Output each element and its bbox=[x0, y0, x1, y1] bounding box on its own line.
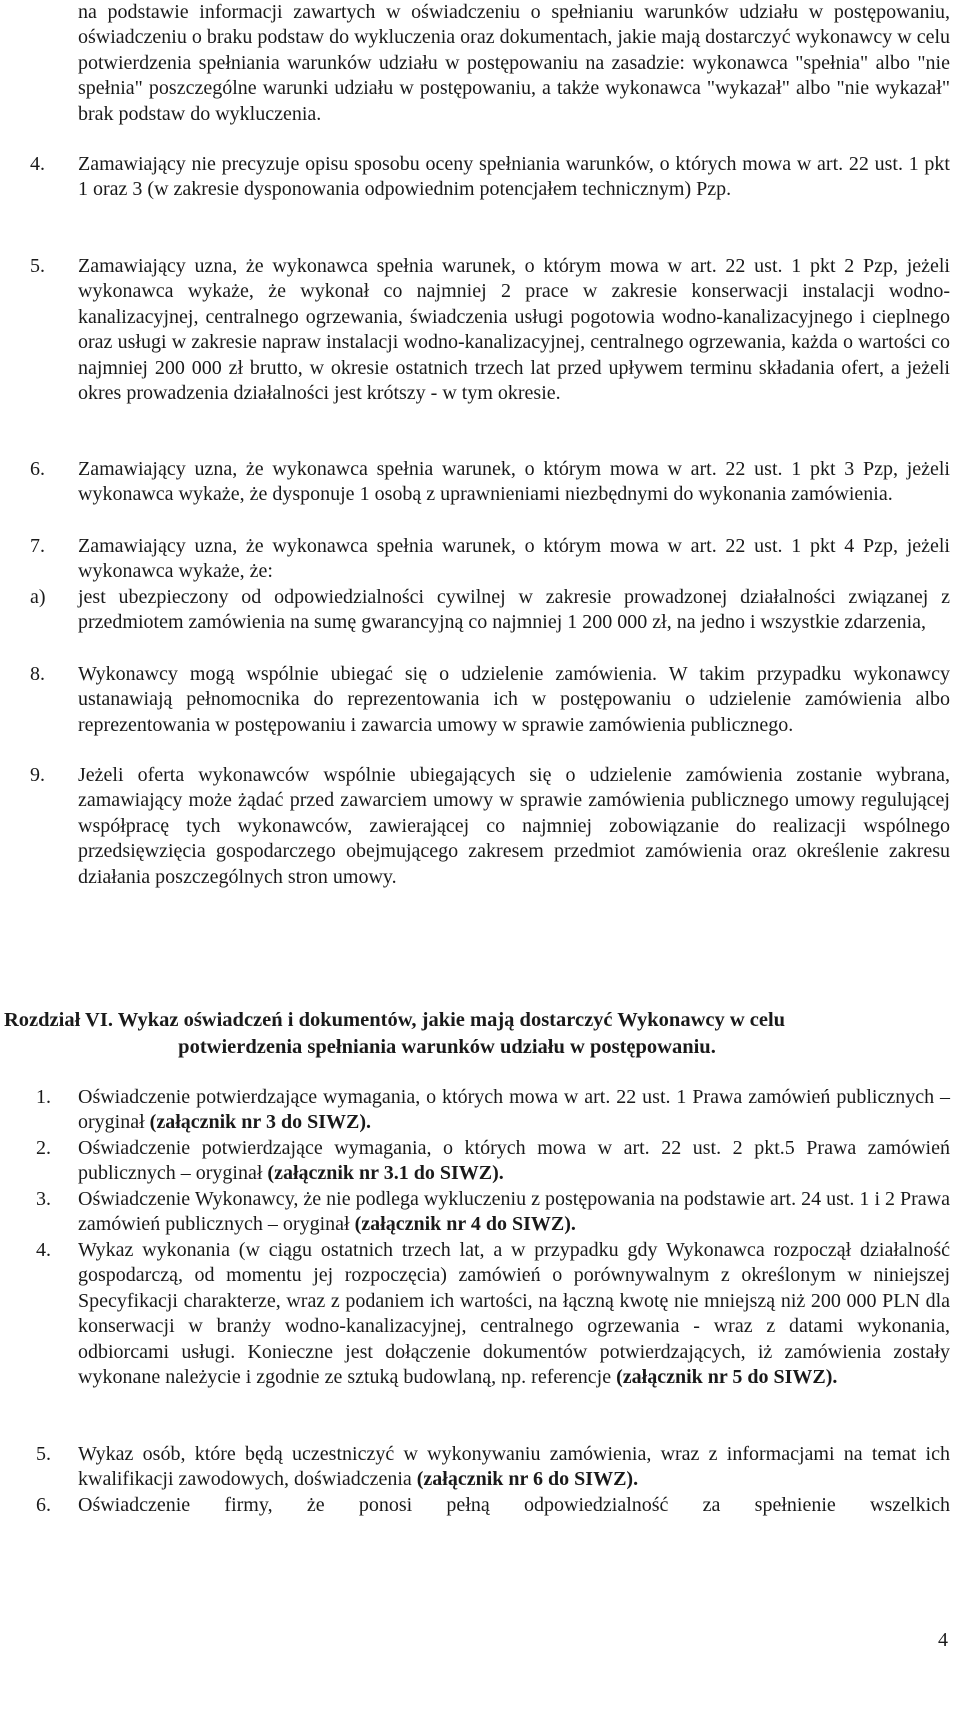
attachment-ref: (załącznik nr 5 do SIWZ). bbox=[616, 1366, 838, 1389]
list-text: Wykaz wykonania (w ciągu ostatnich trzech lat, a w przypadku gdy Wykonawca rozpoczął działalność gospodarczą, od momentu jej rozpoczęcia) zamówień o porównywalnym z określonym w niniejszej Specyfikacji charakterze, wraz z podaniem ich wartości, na łączną kwotę nie mniejszą niż 200 000 PLN dla konserwacji w branży wodno-kanalizacyjnej, centralnego ogrzewania - wraz z datami wykonania, odbiorcami usługi. Konieczne jest dołączenie dokumentów potwierdzających, iż zamówienia zostały wykonane należycie i zgodnie ze sztuką budowlaną, np. referencje (załącznik nr 5 do SIWZ). bbox=[78, 1239, 950, 1389]
heading-line-2: potwierdzenia spełniania warunków udziału w postępowaniu. bbox=[178, 1036, 716, 1058]
attachment-ref: (załącznik nr 4 do SIWZ). bbox=[354, 1213, 576, 1236]
doc-item-2 bbox=[36, 1136, 950, 1187]
list-item-9 bbox=[30, 763, 950, 890]
doc-item-6 bbox=[36, 1493, 950, 1518]
list-text: Wykonawcy mogą wspólnie ubiegać się o udzielenie zamówienia. W takim przypadku wykonawcy ustanawiają pełnomocnika do reprezentowania ich w postępowaniu o udzielenie zamówienia albo reprezentowania w postępowaniu i zawarcia umowy w sprawie zamówienia publicznego. bbox=[78, 663, 950, 736]
list-item-4 bbox=[30, 152, 950, 203]
list-text: Zamawiający nie precyzuje opisu sposobu oceny spełniania warunków, o których mowa w art. 22 ust. 1 pkt 1 oraz 3 (w zakresie dysponowania odpowiednim potencjałem technicznym) Pzp. bbox=[78, 153, 950, 201]
list-number: 7. bbox=[30, 535, 45, 557]
list-number: 4. bbox=[30, 153, 45, 175]
list-number: 8. bbox=[30, 663, 45, 685]
attachment-ref: (załącznik nr 3.1 do SIWZ). bbox=[267, 1162, 504, 1185]
list-number: 3. bbox=[36, 1188, 51, 1210]
list-text: Wykaz osób, które będą uczestniczyć w wykonywaniu zamówienia, wraz z informacjami na temat ich kwalifikacji zawodowych, doświadczenia (załącznik nr 6 do SIWZ). bbox=[78, 1443, 950, 1491]
list-text: Zamawiający uzna, że wykonawca spełnia warunek, o którym mowa w art. 22 ust. 1 pkt 3 Pzp, jeżeli wykonawca wykaże, że dysponuje 1 osobą z uprawnieniami niezbędnymi do wykonania zamówienia. bbox=[78, 458, 950, 506]
section-heading bbox=[4, 1007, 950, 1061]
list-item-7 bbox=[30, 534, 950, 585]
list-text: jest ubezpieczony od odpowiedzialności cywilnej w zakresie prowadzonej działalności związanej z przedmiotem zamówienia na sumę gwarancyjną co najmniej 1 200 000 zł, na jedno i wszystkie zdarzenia, bbox=[78, 586, 950, 634]
list-text: Zamawiający uzna, że wykonawca spełnia warunek, o którym mowa w art. 22 ust. 1 pkt 4 Pzp, jeżeli wykonawca wykaże, że: bbox=[78, 535, 950, 583]
list-number: 5. bbox=[30, 255, 45, 277]
list-number: 9. bbox=[30, 764, 45, 786]
list-number: 5. bbox=[36, 1443, 51, 1465]
list-number: 1. bbox=[36, 1086, 51, 1108]
list-text: Oświadczenie Wykonawcy, że nie podlega wykluczeniu z postępowania na podstawie art. 24 ust. 1 i 2 Prawa zamówień publicznych – oryginał (załącznik nr 4 do SIWZ). bbox=[78, 1188, 950, 1236]
attachment-ref: (załącznik nr 6 do SIWZ). bbox=[416, 1468, 639, 1491]
list-number: 2. bbox=[36, 1137, 51, 1159]
list-number: 6. bbox=[30, 458, 45, 480]
doc-item-5 bbox=[36, 1442, 950, 1493]
page-number: 4 bbox=[938, 1629, 948, 1651]
list-text: Oświadczenie potwierdzające wymagania, o których mowa w art. 22 ust. 2 pkt.5 Prawa zamówień publicznych – oryginał (załącznik nr 3.1 do SIWZ). bbox=[78, 1137, 950, 1185]
doc-item-1 bbox=[36, 1085, 950, 1136]
doc-item-3 bbox=[36, 1187, 950, 1238]
list-text: Jeżeli oferta wykonawców wspólnie ubiegających się o udzielenie zamówienia zostanie wybrana, zamawiający może żądać przed zawarciem umowy w sprawie zamówienia publicznego umowy regulującej współpracę tych wykonawców, zawierającej co najmniej zobowiązanie do realizacji wspólnego przedsięwzięcia gospodarczego obejmującego zakresem przedmiot zamówienia oraz określenie zakresu działania poszczególnych stron umowy. bbox=[78, 764, 950, 888]
list-number: a) bbox=[30, 586, 46, 608]
heading-line-1: Rozdział VI. Wykaz oświadczeń i dokumentów, jakie mają dostarczyć Wykonawcy w celu bbox=[4, 1009, 786, 1031]
list-item-8 bbox=[30, 662, 950, 738]
list-number: 4. bbox=[36, 1239, 51, 1261]
list-number: 6. bbox=[36, 1494, 51, 1516]
attachment-ref: (załącznik nr 3 do SIWZ). bbox=[149, 1111, 371, 1134]
list-item-a bbox=[30, 585, 950, 636]
list-item-5 bbox=[30, 254, 950, 406]
list-text: Zamawiający uzna, że wykonawca spełnia warunek, o którym mowa w art. 22 ust. 1 pkt 2 Pzp, jeżeli wykonawca wykaże, że wykonał co najmniej 2 prace w zakresie konserwacji instalacji wodno-kanalizacyjnej, centralnego ogrzewania, świadczenia usługi pogotowia wodno-kanalizacyjnego i cieplnego oraz usługi w zakresie napraw instalacji wodno-kanalizacyjnej, centralnego ogrzewania, każda o wartości co najmniej 200 000 zł brutto, w okresie ostatnich trzech lat przed upływem terminu składania ofert, a jeżeli okres prowadzenia działalności jest krótszy - w tym okresie. bbox=[78, 255, 950, 405]
list-item-6 bbox=[30, 457, 950, 508]
list-text: Oświadczenie potwierdzające wymagania, o których mowa w art. 22 ust. 1 Prawa zamówień publicznych – oryginał (załącznik nr 3 do SIWZ). bbox=[78, 1086, 950, 1134]
list-text: Oświadczenie firmy, że ponosi pełną odpowiedzialność za spełnienie wszelkich bbox=[78, 1494, 950, 1516]
doc-item-4 bbox=[36, 1238, 950, 1390]
intro-paragraph: na podstawie informacji zawartych w oświadczeniu o spełnianiu warunków udziału w postępowaniu, oświadczeniu o braku podstaw do wykluczenia oraz dokumentach, jakie mają dostarczyć wykonawcy w celu potwierdzenia spełniania warunków udziału w postępowaniu na zasadzie: wykonawca "spełnia" albo "nie spełnia" poszczególne warunki udziału w postępowaniu, a także wykonawca "wykazał" albo "nie wykazał" brak podstaw do wykluczenia. bbox=[78, 1, 950, 125]
